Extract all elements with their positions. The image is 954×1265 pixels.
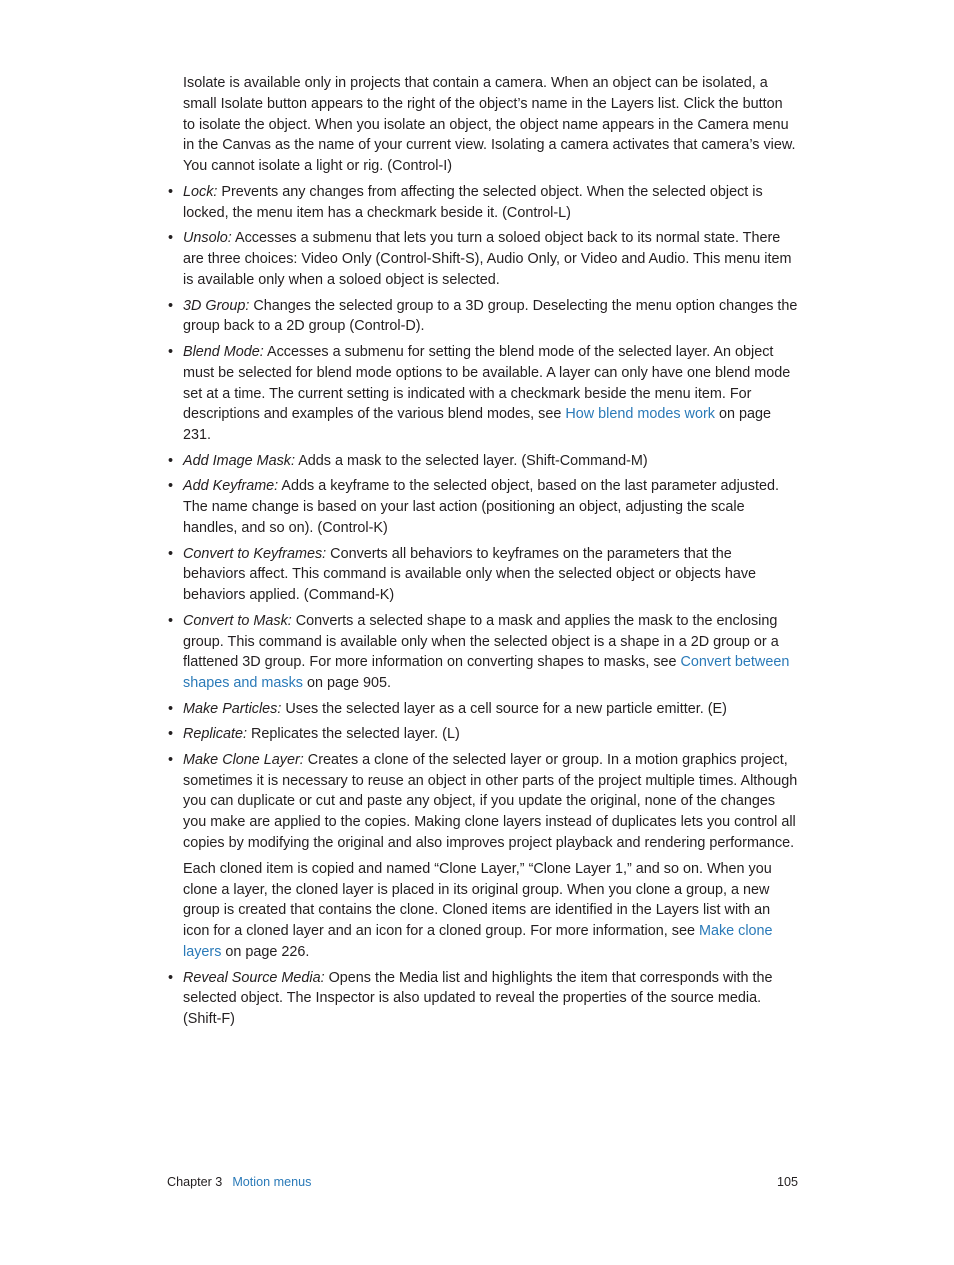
item-text: Converts all behaviors to keyframes on the parameters that the behaviors affect. This command is available only when the selected object or objects have behaviors applied. (Command-K) [183, 545, 757, 604]
list-item-lock [168, 182, 798, 224]
item-text: Adds a keyframe to the selected object, based on the last parameter adjusted. The name change is based on your last action (positioning an object, adjusting the scale handles, and so on). (Control-K) [183, 478, 779, 536]
list-item-blend-mode [168, 342, 798, 446]
item-term: Convert to Keyframes: [183, 545, 327, 562]
item-term: Lock: [183, 183, 218, 200]
item-text: Converts a selected shape to a mask and applies the mask to the enclosing group. This command is available only when the selected object is a shape in a 2D group or a flattened 3D group. For more information on converting shapes to masks, see [183, 612, 779, 671]
item-text: Accesses a submenu for setting the blend mode of the selected layer. An object must be selected for blend mode options to be available. A layer can only have one blend mode set at a time. The current setting is indicated with a checkmark beside the menu item. For descriptions and examples of the various blend modes, see [183, 343, 791, 423]
footer-chapter-title-link[interactable]: Motion menus [232, 1175, 312, 1189]
item-term: Make Particles: [183, 700, 282, 717]
list-item-make-particles [168, 699, 798, 720]
item-text-after: on page 231. [183, 406, 771, 444]
bullet: • [168, 726, 174, 743]
subpara-text-after: on page 226. [221, 944, 310, 961]
bullet: • [168, 751, 174, 768]
list-item-add-keyframe [168, 476, 798, 538]
list-item-convert-to-keyframes [168, 544, 798, 606]
item-text: Opens the Media list and highlights the item that corresponds with the selected object. The Inspector is also updated to reveal the properties of the source media. (Shift-F) [183, 969, 773, 1028]
bullet: • [168, 230, 174, 247]
list-item-add-image-mask [168, 451, 798, 472]
bullet: • [168, 969, 174, 986]
item-term: Unsolo: [183, 230, 232, 247]
page-footer [167, 1174, 798, 1190]
item-text: Accesses a submenu that lets you turn a soloed object back to its normal state. There are three choices: Video Only (Control-Shift-S), Audio Only, or Video and Audio. This menu item is available only when a soloed object is selected. [183, 230, 792, 288]
footer-chapter: Chapter 3 [167, 1175, 223, 1189]
item-term: Convert to Mask: [183, 612, 292, 629]
clone-layer-subparagraph [183, 859, 798, 963]
item-text: Changes the selected group to a 3D group. Deselecting the menu option changes the group back to a 2D group (Control-D). [183, 297, 798, 335]
item-term: 3D Group: [183, 297, 250, 314]
bullet: • [168, 478, 174, 495]
bullet: • [168, 545, 174, 562]
bullet: • [168, 700, 174, 717]
item-term: Add Keyframe: [183, 478, 279, 495]
item-text: Uses the selected layer as a cell source for a new particle emitter. (E) [281, 700, 727, 717]
item-text: Replicates the selected layer. (L) [247, 726, 460, 743]
intro-paragraph: Isolate is available only in projects that contain a camera. When an object can be isolated, a small Isolate button appears to the right of the object’s name in the Layers list. Click the button to isolate the object. When you isolate an object, the object name appears in the Camera menu in the Canvas as the name of your current view. Isolating a camera activates that camera’s view. You cannot isolate a light or rig. (Control-I) [183, 75, 796, 175]
make-clone-layers-link[interactable]: Make clone layers [183, 923, 773, 961]
list-item-convert-to-mask [168, 611, 798, 694]
item-term: Replicate: [183, 726, 247, 743]
list-item-reveal-source-media [168, 968, 798, 1030]
subpara-text: Each cloned item is copied and named “Clone Layer,” “Clone Layer 1,” and so on. When you clone a layer, the cloned layer is placed in its original group. When you clone a group, a new group is created that contains the clone. Cloned items are identified in the Layers list with an icon for a cloned layer and an icon for a cloned group. For more information, see [183, 860, 772, 940]
item-term: Make Clone Layer: [183, 751, 304, 768]
list-item-unsolo [168, 228, 798, 290]
bullet: • [168, 343, 174, 360]
item-term: Add Image Mask: [183, 452, 295, 469]
item-text-after: on page 905. [303, 675, 392, 692]
bullet: • [168, 612, 174, 629]
bullet: • [168, 297, 174, 314]
bullet: • [168, 183, 174, 200]
list-item-replicate [168, 724, 798, 745]
convert-shapes-masks-link[interactable]: Convert between shapes and masks [183, 654, 790, 692]
list-item-3d-group [168, 296, 798, 338]
item-term: Reveal Source Media: [183, 969, 325, 986]
item-term: Blend Mode: [183, 343, 264, 360]
item-text: Creates a clone of the selected layer or group. In a motion graphics project, sometimes it is necessary to reuse an object in other parts of the project multiple times. Although you can duplicate or cut and paste any object, if you update the original, none of the changes you make are applied to the copies. Making clone layers instead of duplicates lets you control all copies by modifying the original and also improves project playback and rendering performance. [183, 751, 798, 852]
bullet: • [168, 452, 174, 469]
item-text: Adds a mask to the selected layer. (Shift-Command-M) [294, 452, 648, 469]
page-number: 105 [776, 1175, 798, 1189]
item-text: Prevents any changes from affecting the selected object. When the selected object is locked, the menu item has a checkmark beside it. (Control-L) [183, 183, 763, 221]
list-item-make-clone-layer [168, 750, 798, 963]
blend-modes-link[interactable]: How blend modes work [565, 406, 715, 423]
page-content [168, 73, 798, 1035]
